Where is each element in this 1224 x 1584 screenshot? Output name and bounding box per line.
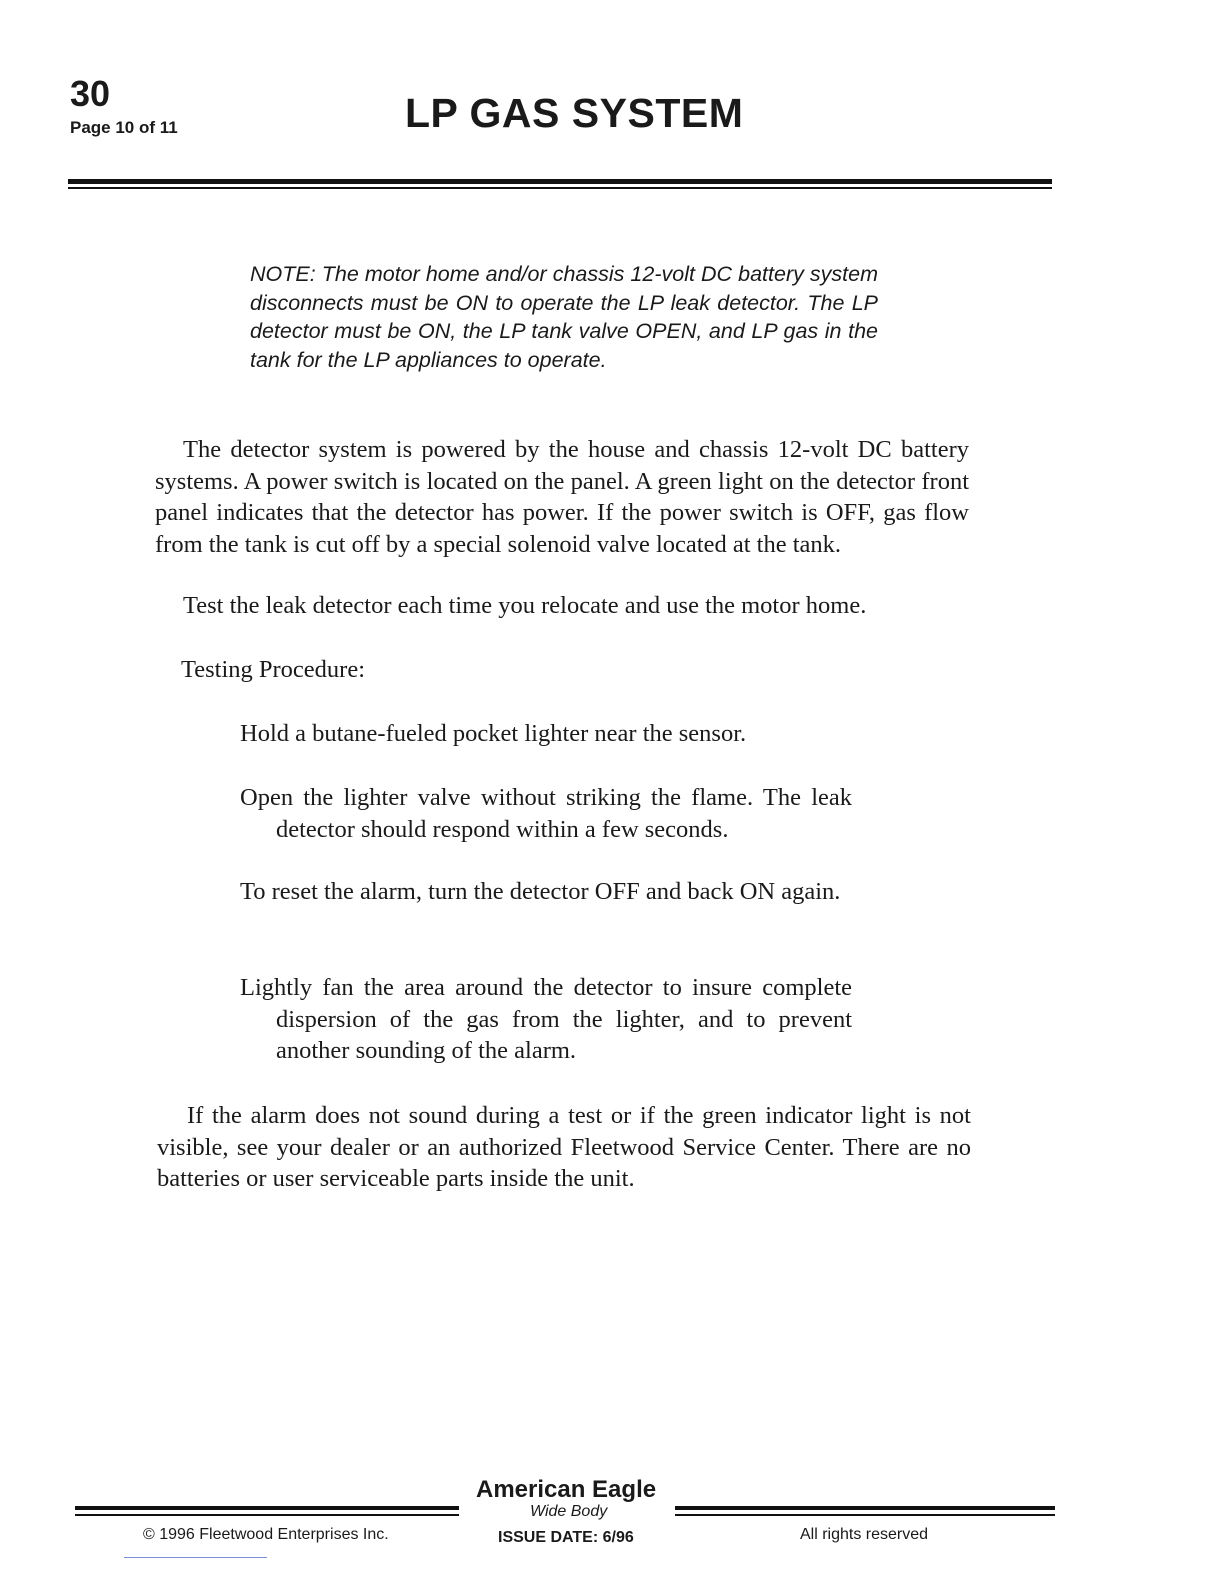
testing-procedure-heading: Testing Procedure:	[181, 656, 366, 683]
paragraph-test: Test the leak detector each time you relocate and use the motor home.	[183, 592, 867, 619]
footer-rule-left-thick	[75, 1506, 459, 1510]
procedure-step: Hold a butane-fueled pocket lighter near the sensor.	[240, 720, 747, 747]
footer-subbrand: Wide Body	[530, 1503, 608, 1520]
footer-copyright: © 1996 Fleetwood Enterprises Inc.	[143, 1526, 389, 1543]
footer-brand: American Eagle	[476, 1476, 657, 1503]
note-block: NOTE: The motor home and/or chassis 12-volt DC battery system disconnects must be ON to operate the LP leak detector. The LP detector must be ON, the LP tank valve OPEN, and LP gas in the tank for the LP appliances to operate.	[250, 262, 878, 372]
procedure-step: To reset the alarm, turn the detector OFF and back ON again.	[240, 878, 841, 905]
procedure-step: Open the lighter valve without striking the flame. The leak detector should respond within a few seconds.	[240, 784, 852, 843]
footer-rule-right-thin	[675, 1514, 1055, 1516]
footer-rights: All rights reserved	[800, 1526, 929, 1543]
page-indicator: Page 10 of 11	[70, 118, 178, 137]
footer-rule-left-thin	[75, 1514, 459, 1516]
paragraph-alarm: If the alarm does not sound during a test or if the green indicator light is not visible, see your dealer or an authorized Fleetwood Service Center. There are no batteries or user serviceable parts inside the unit.	[157, 1102, 971, 1192]
header-rule-thick	[68, 179, 1052, 184]
section-number: 30	[70, 73, 111, 114]
procedure-step: Lightly fan the area around the detector to insure complete dispersion of the gas from the lighter, and to prevent another sounding of the alarm.	[240, 974, 852, 1064]
footer-rule-right-thick	[675, 1506, 1055, 1510]
paragraph-power: The detector system is powered by the house and chassis 12-volt DC battery systems. A power switch is located on the panel. A green light on the detector front panel indicates that the detector has power. If the power switch is OFF, gas flow from the tank is cut off by a special solenoid valve located at the tank.	[155, 436, 969, 558]
footer-issue-date: ISSUE DATE: 6/96	[498, 1529, 634, 1546]
page-title: LP GAS SYSTEM	[405, 90, 744, 136]
header-rule-thin	[68, 187, 1052, 189]
footer-underline-mark	[124, 1557, 267, 1558]
